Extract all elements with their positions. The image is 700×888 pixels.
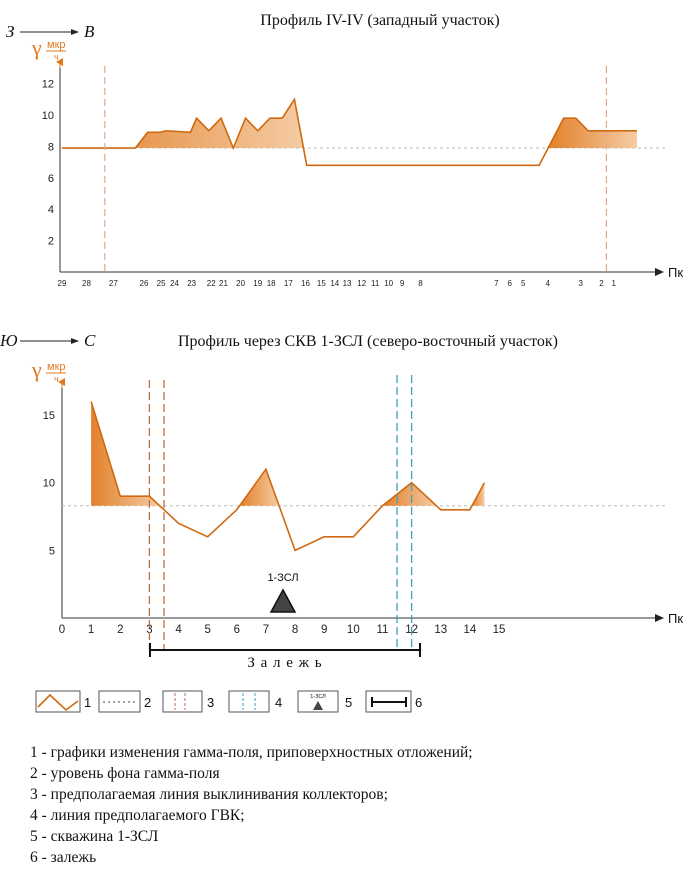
- chart-profile-skv: [0, 331, 683, 671]
- x-tick-label: 12: [405, 624, 418, 636]
- direction-start-label: З: [6, 22, 15, 41]
- x-tick-label: 2: [117, 624, 124, 636]
- y-tick-label: 12: [41, 78, 54, 91]
- x-tick-label: 3: [578, 279, 583, 288]
- x-tick-label: 12: [357, 279, 367, 288]
- x-tick-label: 8: [418, 279, 423, 288]
- direction-end-label: В: [84, 22, 95, 41]
- y-tick-label: 8: [47, 141, 54, 154]
- x-tick-label: 3: [146, 624, 153, 636]
- legend-number-6: 6: [415, 695, 423, 710]
- x-tick-label: 8: [291, 624, 299, 636]
- anomaly-area: [62, 99, 303, 148]
- x-tick-label: 16: [301, 279, 310, 288]
- x-tick-label: 1: [87, 624, 95, 636]
- y-tick-label: 4: [47, 204, 54, 217]
- legend-symbols: [36, 691, 422, 712]
- x-tick-label: 13: [342, 279, 352, 288]
- x-tick-label: 18: [266, 279, 276, 288]
- legend-number-2: 2: [144, 695, 152, 710]
- x-tick-label: 22: [206, 279, 216, 288]
- anomaly-fill: [62, 99, 637, 148]
- x-axis-label-2: Пк: [668, 611, 684, 626]
- legend-number-3: 3: [207, 695, 215, 710]
- legend-item-5: 5 - скважина 1-ЗСЛ: [30, 828, 159, 845]
- x-tick-label: 24: [170, 279, 180, 288]
- x-tick-label: 28: [82, 279, 91, 288]
- x-tick-label: 11: [371, 279, 380, 288]
- y-tick-label: 2: [47, 235, 54, 248]
- y-unit-denominator: ч: [54, 52, 59, 62]
- boundary-lines: [105, 66, 607, 272]
- y-unit-gamma: γ: [32, 35, 42, 60]
- x-tick-label: 13: [434, 624, 448, 636]
- direction-end-label-2: С: [84, 331, 96, 350]
- x-tick-label: 5: [204, 624, 211, 636]
- x-tick-label: 9: [320, 624, 328, 636]
- x-tick-label: 15: [316, 279, 326, 288]
- x-tick-labels: [58, 279, 617, 288]
- x-tick-label: 11: [376, 624, 389, 636]
- chart-title-2: Профиль через СКВ 1-ЗСЛ (северо-восточный участок): [178, 333, 558, 350]
- x-tick-label: 7: [262, 624, 270, 636]
- legend-item-1: 1 - графики изменения гамма-поля, приповерхностных отложений;: [30, 744, 473, 761]
- gamma-series-line-2: [91, 402, 484, 551]
- y-unit-numerator: мкр: [47, 39, 66, 51]
- x-tick-label: 21: [219, 279, 228, 288]
- x-tick-label: 1: [611, 279, 616, 288]
- legend-item-3: 3 - предполагаемая линия выклинивания коллекторов;: [30, 786, 388, 803]
- x-tick-label: 26: [139, 279, 149, 288]
- x-tick-label: 10: [384, 279, 394, 288]
- chart-profile-iv: [6, 12, 683, 288]
- legend-well-label: 1-ЗСЛ: [310, 694, 326, 700]
- direction-start-label-2: Ю: [0, 331, 18, 350]
- legend-number-4: 4: [275, 695, 283, 710]
- x-tick-label: 17: [283, 279, 293, 288]
- anomaly-area: [382, 483, 436, 506]
- y-tick-labels: [42, 79, 54, 248]
- x-tick-label: 23: [187, 279, 197, 288]
- legend-box-3: [163, 691, 202, 712]
- x-tick-label: 29: [57, 279, 67, 288]
- x-tick-label: 14: [330, 279, 340, 288]
- x-axis-label: Пк: [668, 265, 684, 280]
- x-axis-arrowhead-2: [655, 614, 664, 622]
- well-label: 1-ЗСЛ: [267, 572, 299, 584]
- y-tick-labels-2: [43, 410, 55, 557]
- legend-number-1: 1: [84, 695, 92, 710]
- gamma-series-line: [62, 99, 637, 165]
- x-tick-label: 4: [545, 279, 550, 288]
- y-tick-label: 5: [48, 545, 55, 558]
- x-tick-labels-2: [59, 624, 506, 636]
- deposit-label: З а л е ж ь: [247, 655, 323, 671]
- x-tick-label: 25: [156, 279, 166, 288]
- x-tick-label: 2: [599, 279, 604, 288]
- x-axis-arrowhead: [655, 268, 664, 276]
- x-tick-label: 6: [507, 279, 512, 288]
- legend-item-2: 2 - уровень фона гамма-поля: [30, 765, 220, 782]
- legend-item-4: 4 - линия предполагаемого ГВК;: [30, 807, 245, 824]
- x-tick-label: 7: [494, 279, 499, 288]
- y-tick-label: 6: [47, 172, 54, 185]
- well-triangle-icon: [271, 590, 295, 612]
- chart-title: Профиль IV-IV (западный участок): [260, 12, 500, 29]
- x-tick-label: 6: [233, 624, 241, 636]
- x-tick-label: 5: [520, 279, 526, 288]
- anomaly-fill-2: [91, 402, 484, 506]
- y-unit-denominator-2: ч: [54, 374, 59, 384]
- legend-item-6: 6 - залежь: [30, 849, 97, 866]
- y-unit-numerator-2: мкр: [47, 361, 66, 373]
- y-tick-label: 15: [42, 410, 55, 423]
- legend-number-5: 5: [345, 695, 353, 710]
- x-tick-label: 4: [175, 624, 182, 636]
- x-tick-label: 20: [236, 279, 246, 288]
- x-tick-label: 10: [346, 624, 360, 636]
- x-tick-label: 0: [58, 624, 66, 636]
- x-tick-label: 15: [492, 624, 506, 636]
- x-tick-label: 14: [463, 624, 477, 636]
- x-tick-label: 9: [399, 279, 405, 288]
- x-tick-label: 19: [253, 279, 263, 288]
- x-tick-label: 27: [108, 279, 118, 288]
- y-tick-label: 10: [42, 477, 55, 490]
- y-tick-label: 10: [41, 110, 54, 123]
- legend-box-4: [229, 691, 269, 712]
- y-unit-gamma-2: γ: [32, 357, 42, 382]
